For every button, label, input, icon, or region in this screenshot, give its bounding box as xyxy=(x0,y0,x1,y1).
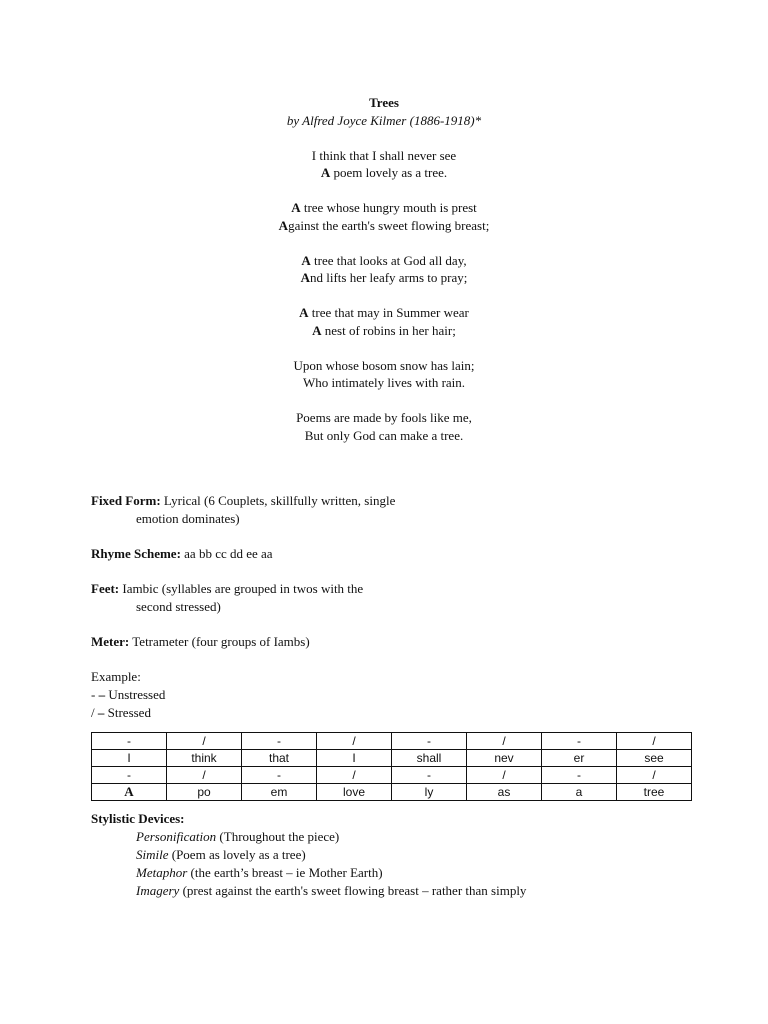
stanza xyxy=(0,409,768,444)
line-text: Poems are made by fools like me, xyxy=(296,410,472,425)
line-text: poem lovely as a tree. xyxy=(330,165,448,180)
feet-item xyxy=(91,580,711,616)
scansion-row xyxy=(92,767,692,784)
unstressed-symbol: - xyxy=(91,687,96,702)
scansion-cell: love xyxy=(317,784,392,801)
scansion-cell: / xyxy=(317,767,392,784)
example-heading: Example: xyxy=(91,669,141,684)
unstressed-dash: – xyxy=(98,687,106,702)
line-initial: A xyxy=(300,270,310,285)
poem-line xyxy=(0,147,768,165)
stanza xyxy=(0,357,768,392)
scansion-cell: / xyxy=(467,733,542,750)
rhyme-scheme-item xyxy=(91,545,711,563)
stylistic-device-item xyxy=(91,882,711,900)
device-name: Simile xyxy=(136,847,169,862)
scansion-cell: nev xyxy=(467,750,542,767)
device-name: Metaphor xyxy=(136,865,188,880)
line-text: nd lifts her leafy arms to pray; xyxy=(309,270,468,285)
stressed-dash: – xyxy=(97,705,105,720)
unstressed-legend xyxy=(91,686,711,704)
line-initial: A xyxy=(320,165,331,180)
stylistic-device-item xyxy=(91,846,711,864)
example-block xyxy=(91,668,711,722)
scansion-cell: em xyxy=(242,784,317,801)
stanza xyxy=(0,304,768,339)
poem-line xyxy=(0,304,768,322)
rhyme-scheme-text: aa bb cc dd ee aa xyxy=(180,546,273,561)
poem-title: Trees xyxy=(369,95,399,110)
scansion-cell: / xyxy=(167,767,242,784)
meter-item xyxy=(91,633,711,651)
scansion-cell: - xyxy=(92,767,167,784)
line-initial: A xyxy=(278,217,289,233)
stanza xyxy=(0,252,768,287)
fixed-form-text: Lyrical (6 Couplets, skillfully written, single xyxy=(160,493,396,508)
scansion-cell: er xyxy=(542,750,617,767)
scansion-cell: a xyxy=(542,784,617,801)
poem-line xyxy=(0,199,768,217)
fixed-form-continuation: emotion dominates) xyxy=(136,511,240,526)
line-text: tree that may in Summer wear xyxy=(308,305,469,320)
scansion-cell: - xyxy=(542,767,617,784)
scansion-cell: - xyxy=(92,733,167,750)
fixed-form-label: Fixed Form: xyxy=(91,493,161,508)
device-description: (the earth’s breast – ie Mother Earth) xyxy=(187,865,383,880)
line-initial: A xyxy=(291,200,301,215)
stylistic-devices-heading: Stylistic Devices: xyxy=(91,811,185,826)
scansion-cell: / xyxy=(617,733,692,750)
line-initial: A xyxy=(301,252,311,268)
unstressed-text: Unstressed xyxy=(105,687,166,702)
scansion-row xyxy=(92,750,692,767)
line-text: Upon whose bosom snow has lain; xyxy=(293,357,475,373)
stylistic-devices xyxy=(91,810,711,900)
scansion-cell: - xyxy=(242,767,317,784)
poem-stanzas xyxy=(0,147,768,445)
line-text: I think that I shall never see xyxy=(311,147,457,163)
stylistic-device-item xyxy=(91,828,711,846)
line-text: But only God can make a tree. xyxy=(304,427,464,443)
scansion-row xyxy=(92,784,692,801)
scansion-cell: that xyxy=(242,750,317,767)
scansion-cell: I xyxy=(317,750,392,767)
device-description: (Poem as lovely as a tree) xyxy=(168,847,306,862)
poem-line xyxy=(0,164,768,182)
scansion-cell: A xyxy=(92,784,167,801)
rhyme-scheme-label: Rhyme Scheme: xyxy=(91,546,181,561)
scansion-row xyxy=(92,733,692,750)
line-initial: A xyxy=(312,322,322,338)
poem-line xyxy=(0,374,768,392)
scansion-cell: think xyxy=(167,750,242,767)
stressed-symbol: / xyxy=(91,705,95,720)
poem-line xyxy=(0,252,768,270)
poem-line xyxy=(0,409,768,427)
line-initial: A xyxy=(299,305,309,320)
scansion-cell: as xyxy=(467,784,542,801)
fixed-form-item xyxy=(91,492,711,528)
line-text: nest of robins in her hair; xyxy=(321,322,456,338)
poem-line xyxy=(0,217,768,235)
stanza xyxy=(0,199,768,234)
device-name: Imagery xyxy=(136,883,180,898)
scansion-table xyxy=(91,732,692,801)
stressed-legend xyxy=(91,704,711,722)
scansion-cell: ly xyxy=(392,784,467,801)
scansion-cell: po xyxy=(167,784,242,801)
poem-line xyxy=(0,322,768,340)
line-text: tree whose hungry mouth is prest xyxy=(300,200,477,215)
poem-byline: by Alfred Joyce Kilmer (1886-1918)* xyxy=(286,112,482,128)
scansion-cell: - xyxy=(242,733,317,750)
poem-line xyxy=(0,269,768,287)
stylistic-device-item xyxy=(91,864,711,882)
meter-text: Tetrameter (four groups of Iambs) xyxy=(129,634,310,649)
meter-label: Meter: xyxy=(91,634,130,649)
stanza xyxy=(0,147,768,182)
line-text: tree that looks at God all day, xyxy=(310,252,467,268)
scansion-cell: - xyxy=(392,733,467,750)
poem xyxy=(0,94,768,444)
device-name: Personification xyxy=(136,829,217,844)
line-text: Who intimately lives with rain. xyxy=(302,375,466,390)
poem-line xyxy=(0,357,768,375)
line-text: gainst the earth's sweet flowing breast; xyxy=(288,217,490,233)
scansion-cell: / xyxy=(467,767,542,784)
scansion-cell: shall xyxy=(392,750,467,767)
feet-text: Iambic (syllables are grouped in twos with the xyxy=(119,581,364,596)
feet-continuation: second stressed) xyxy=(136,599,221,614)
scansion-cell: see xyxy=(617,750,692,767)
analysis-section xyxy=(91,492,711,900)
scansion-cell: - xyxy=(392,767,467,784)
scansion-cell: - xyxy=(542,733,617,750)
scansion-cell: / xyxy=(317,733,392,750)
stressed-text: Stressed xyxy=(104,705,151,720)
scansion-cell: I xyxy=(92,750,167,767)
poem-line xyxy=(0,427,768,445)
scansion-cell: / xyxy=(167,733,242,750)
feet-label: Feet: xyxy=(91,581,120,596)
device-description: (Throughout the piece) xyxy=(216,829,340,844)
device-description: (prest against the earth's sweet flowing breast – rather than simply xyxy=(179,883,527,898)
scansion-cell: tree xyxy=(617,784,692,801)
scansion-cell: / xyxy=(617,767,692,784)
